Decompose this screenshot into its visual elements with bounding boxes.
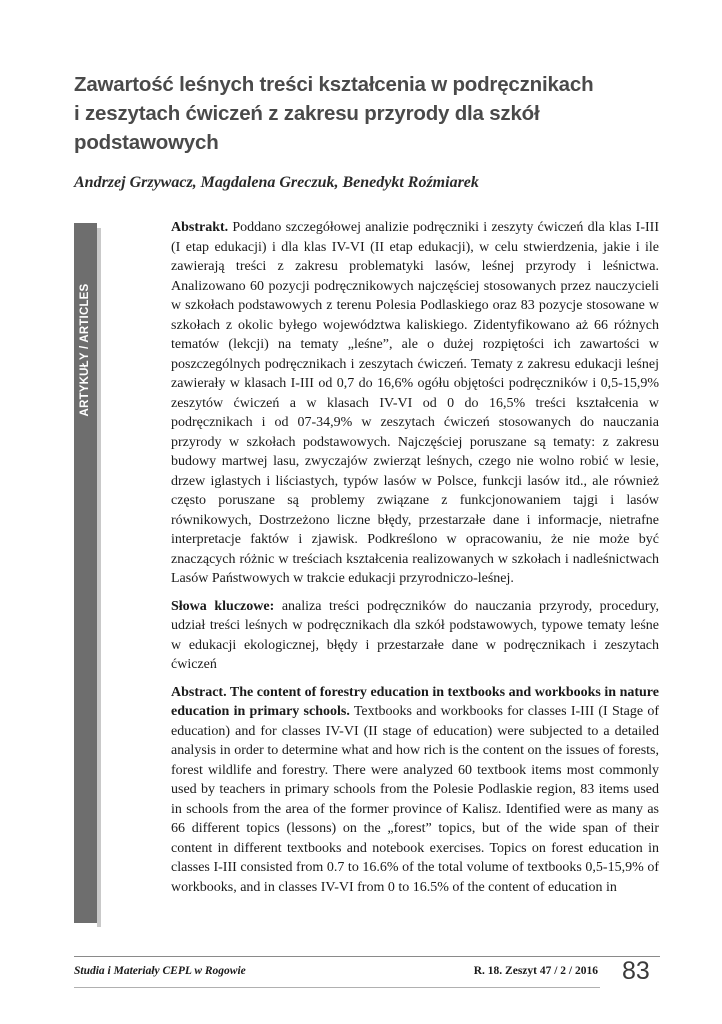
footer-underline <box>74 987 600 988</box>
title-line: podstawowych <box>74 131 219 154</box>
abstract-pl-label: Abstrakt. <box>171 220 229 235</box>
abstract-pl-text: Poddano szczegółowej analizie podręczniki i zeszyty ćwiczeń dla klas I-III (I etap edukacji) i dla klas IV-VI (II etap edukacji), w celu stwierdzenia, jakie i ile zawierają treści z zakresu problematyki lasów, leśnej przyrody i leśnictwa. Analizowano 60 pozycji podręcznikowych najczęściej stosowanych przez nauczycieli w szkołach podstawowych z terenu Polesia Podlaskiego oraz 83 pozycje stosowane w szkołach z okolic byłego województwa kaliskiego. Zidentyfikowano aż 66 różnych tematów (lekcji) na tematy „leśne”, ale o dużej rozpiętości ich zawartości w poszczególnych podręcznikach i zeszytach ćwiczeń. Tematy z zakresu edukacji leśnej zawierały w klasach I-III od 0,7 do 16,6% ogółu objętości podręczników i 0,5-15,9% zeszytów ćwiczeń a w klasach IV-VI od 0 do 16,5% treści kształcenia w podręcznikach i od 07-34,9% w zeszytach ćwiczeń stosowanych do nauczania przyrody w szkołach podstawowych. Najczęściej poruszane są tematy: z zakresu budowy martwej lasu, zwyczajów zwierząt leśnych, czego nie wolno robić w lesie, drzew iglastych i liściastych, typów lasów w Polsce, funkcji lasów itd., ale również często poruszane są problemy związane z funkcjonowaniem tajgi i lasów równikowych, Dostrzeżono liczne błędy, przestarzałe dane i informacje, nietrafne interpretacje faktów i zjawisk. Podkreślono w opracowaniu, że nie może być znaczących różnic w treściach kształcenia realizowanych w szkołach i nadleśnictwach Lasów Państwowych w trakcie edukacji przyrodniczo-leśnej. <box>171 220 659 586</box>
article-body <box>171 218 659 905</box>
page-number: 83 <box>622 957 650 985</box>
keywords-pl-text: analiza treści podręczników do nauczania przyrody, procedury, udział treści leśnych w podręcznikach dla szkół podstawowych, typowe tematy leśne w edukacji ekologicznej, błędy i przestarzałe dane w podręcznikach i zeszytach ćwiczeń <box>171 598 659 672</box>
abstract-en-text: Textbooks and workbooks for classes I-III (I Stage of education) and for classes IV-VI (II stage of education) were subjected to a detailed analysis in order to determine what and how rich is the content on the issues of forests, forest wildlife and forestry. There were analyzed 60 textbook items most commonly used by teachers in primary schools from the Polesie Podlaskie region, 83 items used in schools from the area of the former province of Kalisz. Identified were as many as 66 different topics (lessons) on the „forest” topics, but of the wide span of their content in different textbooks and notebook exercises. Topics on forest education in classes I-III consisted from 0.7 to 16.6% of the total volume of textbooks 0,5-15,9% of workbooks, and in classes IV-VI from 0 to 16.5% of the content of education in <box>171 704 659 895</box>
keywords-pl <box>171 597 659 675</box>
sidebar-shadow <box>97 228 101 927</box>
section-label: ARTYKUŁY / ARTICLES <box>79 283 91 417</box>
keywords-pl-label: Słowa kluczowe: <box>171 598 275 614</box>
title-line: i zeszytach ćwiczeń z zakresu przyrody dla szkół <box>74 102 540 125</box>
title-line: Zawartość leśnych treści kształcenia w podręcznikach <box>74 73 594 96</box>
abstract-en <box>171 683 659 898</box>
footer-issue: R. 18. Zeszyt 47 / 2 / 2016 <box>473 965 598 977</box>
abstract-en-label: Abstract. The content of forestry education in textbooks and workbooks in nature education in primary schools. <box>171 684 659 719</box>
footer-journal: Studia i Materiały CEPL w Rogowie <box>74 965 246 977</box>
article-authors: Andrzej Grzywacz, Magdalena Greczuk, Benedykt Roźmiarek <box>74 174 479 191</box>
footer-divider <box>74 956 660 957</box>
abstract-pl <box>171 218 659 589</box>
article-title <box>74 70 674 157</box>
